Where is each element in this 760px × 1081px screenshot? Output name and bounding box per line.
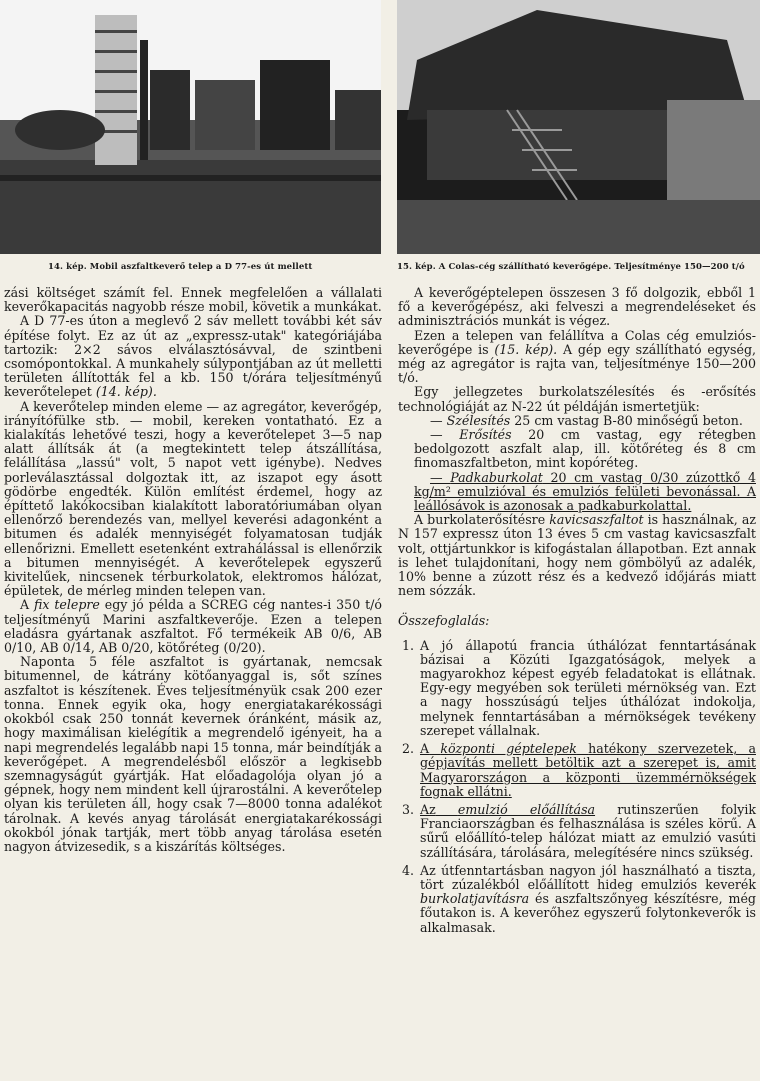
text-span: A	[420, 741, 430, 757]
paragraph: Egy jellegzetes burkolatszélesítés és -erősítés technológiáját az N-22 út példáján ismertetjük:	[398, 384, 756, 414]
paragraph: Naponta 5 féle aszfaltot is gyártanak, nemcsak bitumennel, de kátrány kötőanyaggal is, sőt színes aszfaltot is készítenek. Éves teljesítményük csak 200 ezer tonna. Ennek egyik oka, hogy energiatakarékossági okokból csak 250 tonnát kevernek óránként, másik az, hogy maximálisan kielégítik a megrendelő igényeit, ha a napi megrendelés legalább napi 15 tonna, már beindítják a keverőgépet. A megrendelésből először a legkisebb szemnagyságút gyártják. Hat előadagolója olyan jó a gépnek, hogy nem mindent kell újrarostálni. A keverőtelep olyan kis területen áll, hogy csak 7—8000 tonna adalékot tárolnak. A kevés anyag tárolását energiatakarékossági okokból jónak tartják, mert több anyag tárolása esetén nagyon átvizesedik, s a kiszárítás költséges.	[4, 654, 382, 854]
text-span: 20 cm vastag 0/30 zúzottkő 4 kg/m² emulzióval és emulziós felületi bevonással. A leállósávok is azonosak a padkaburkolattal.	[414, 469, 756, 514]
summary-item: 1. A jó állapotú francia úthálózat fenntartásának bázisai a Közúti Igazgatóságok, melyek a magyarokhoz képest egyéb feladatokat is ellátnak. Egy-egy megyében sok területi mérnökség van. Ezt a nagy hosszúságú teljes úthálózat indokolja, melynek fenntartásában a mérnökségek tevékeny szerepet vállalnak.	[418, 639, 756, 738]
text-span: A D 77-es úton a meglevő 2 sáv mellett további két sáv építése folyt. Ez az út az „expressz-utak" kategóriájába tartozik: 2×2 sávos elválasztósávval, de szintbeni csomópontokkal. A munkahely súlypontjában az út melletti területen állították fel a kb. 150 t/órára teljesítményű keverőtelepet	[4, 313, 382, 400]
summary-list	[398, 639, 756, 935]
summary-item	[418, 803, 756, 860]
text-span: Ezen a telepen van felállítva a Colas cég emulziós-keverőgépe is	[398, 327, 756, 357]
emphasis-term: kavicsaszfaltot	[549, 512, 644, 528]
list-item-widening: — Szélesítés 25 cm vastag B-80 minőségű beton.	[430, 412, 743, 428]
plant-photo-illustration	[0, 0, 381, 254]
text-span: 25 cm vastag B-80 minőségű beton.	[514, 412, 743, 428]
text-span: rutinszerűen folyik Franciaországban és felhasználása is széles körű. A sűrű előállító-telep hálózat miatt az emulzió vasúti szállítására, tárolására, melegítésére nincs szükség.	[420, 801, 756, 860]
text-span: hatékony szervezetek, a gépjavítás mellett betöltik azt a szerepet is, amit Magyarországon a központi üzemmérnökségek fognak ellátni.	[420, 741, 756, 799]
paragraph: A keverőtelep minden eleme — az agregátor, keverőgép, irányítófülke stb. — mobil, kereken vontatható. Ez a kialakítás lehetővé teszi, hogy a keverőtelepet 3—5 nap alatt állítsák át (a megtekintett telep átszállítása, felállítása „lassú" volt, 5 napot vett igénybe). Nedves porleválasztással dolgoztak itt, az iszapot egy ásott gödörbe engedték. Külön említést érdemel, hogy az építtető lakókocsiban kialakított laboratóriumában olyan ellenőrző berendezés van, mellyel keverési adagonként a bitumen és adalék mennyiségét folyamatosan tudják ellenőrizni. Emellett esetenként extrahálással is ellenőrzik a bitumen mennyiségét. A keverőtelepek egyszerű kivitelűek, nincsenek térburkolatok, elektromos hálózat, épületek, de mérleg minden telepen van.	[4, 398, 382, 599]
emphasis-term: Erősítés	[459, 427, 512, 443]
text-span: Az	[420, 801, 436, 817]
text-span: A burkolaterősítésre	[414, 512, 546, 528]
right-text-column	[398, 286, 756, 939]
caption-photo-14: 14. kép. Mobil aszfaltkeverő telep a D 77-es út mellett	[48, 262, 313, 272]
text-span: A gép egy szállítható egység, még az agregátor is rajta van, teljesítménye 150—200 t/ó.	[398, 341, 757, 386]
list-item-strengthening: — Erősítés 20 cm vastag, egy rétegben bedolgozott aszfalt alap, ill. kötőréteg és 8 cm finomaszfaltbeton, mint kopóréteg.	[414, 427, 756, 471]
list-item-shoulder-paving: — Padkaburkolat 20 cm vastag 0/30 zúzottkő 4 kg/m² emulzióval és emulziós felületi bevonással. A leállósávok is azonosak a padkaburkolattal.	[414, 469, 756, 514]
caption-photo-15: 15. kép. A Colas-cég szállítható keverőgépe. Teljesítménye 150—200 t/ó	[397, 262, 745, 272]
paragraph	[398, 329, 756, 386]
text-span: Az útfenntartásban nagyon jól használható a tiszta, tört zúzalékból előállított hideg emulziós keverék	[420, 862, 756, 892]
left-text-column	[4, 286, 382, 854]
text-span: is használnak, az N 157 expressz úton 13 éves 5 cm vastag kavicsaszfalt volt, ottjártunkkor is kifogástalan állapotban. Ezt annak is lehet tulajdonítani, hogy nem gömbölyű az adalék, 10% benne a zúzott rész és a kedvező időjárás miatt nem sózzák.	[398, 512, 756, 599]
emphasis-term: fix telepre	[33, 597, 100, 613]
photo-colas-mixer	[397, 0, 760, 254]
emphasis-term: burkolatjavításra	[420, 891, 530, 907]
summary-item	[418, 864, 756, 935]
paragraph	[398, 513, 756, 598]
paragraph: zási költséget számít fel. Ennek megfelelően a vállalati keverőkapacitás nagyobb része mobil, követik a munkákat.	[4, 285, 382, 315]
emphasis-term: emulzió előállítása	[457, 801, 596, 817]
paragraph: A keverőgéptelepen összesen 3 fő dolgozik, ebből 1 fő a keverőgépész, aki felveszi a megrendeléseket és adminisztrációs munkát is végez.	[398, 285, 756, 329]
figure-reference: (14. kép).	[95, 384, 157, 400]
figure-reference: (15. kép).	[494, 341, 558, 357]
text-span: A	[20, 597, 30, 613]
photo-mobile-asphalt-plant	[0, 0, 381, 254]
text-span: egy jó példa a SCREG cég nantes-i 350 t/ó teljesítményű Marini aszfaltkeverője. Ezen a telepen eladásra gyártanak aszfaltot. Fő termékeik AB 0/6, AB 0/10, AB 0/14, AB 0/20, kötőréteg (0/20).	[4, 597, 382, 656]
emphasis-term: Padkaburkolat	[450, 469, 543, 485]
emphasis-term: Szélesítés	[446, 412, 511, 428]
paragraph	[4, 314, 382, 399]
text-span: 20 cm vastag, egy rétegben bedolgozott aszfalt alap, ill. kötőréteg és 8 cm finomaszfaltbeton, mint kopóréteg.	[414, 427, 756, 471]
mixer-photo-illustration	[397, 0, 760, 254]
paragraph	[4, 598, 382, 655]
summary-item	[418, 742, 756, 799]
emphasis-term: központi géptelepek	[440, 741, 577, 757]
text-span: és aszfaltszőnyeg készítésre, még főutakon is. A keverőhez egyszerű folytonkeverők is alkalmasak.	[420, 891, 756, 935]
summary-heading: Összefoglalás:	[398, 613, 490, 629]
